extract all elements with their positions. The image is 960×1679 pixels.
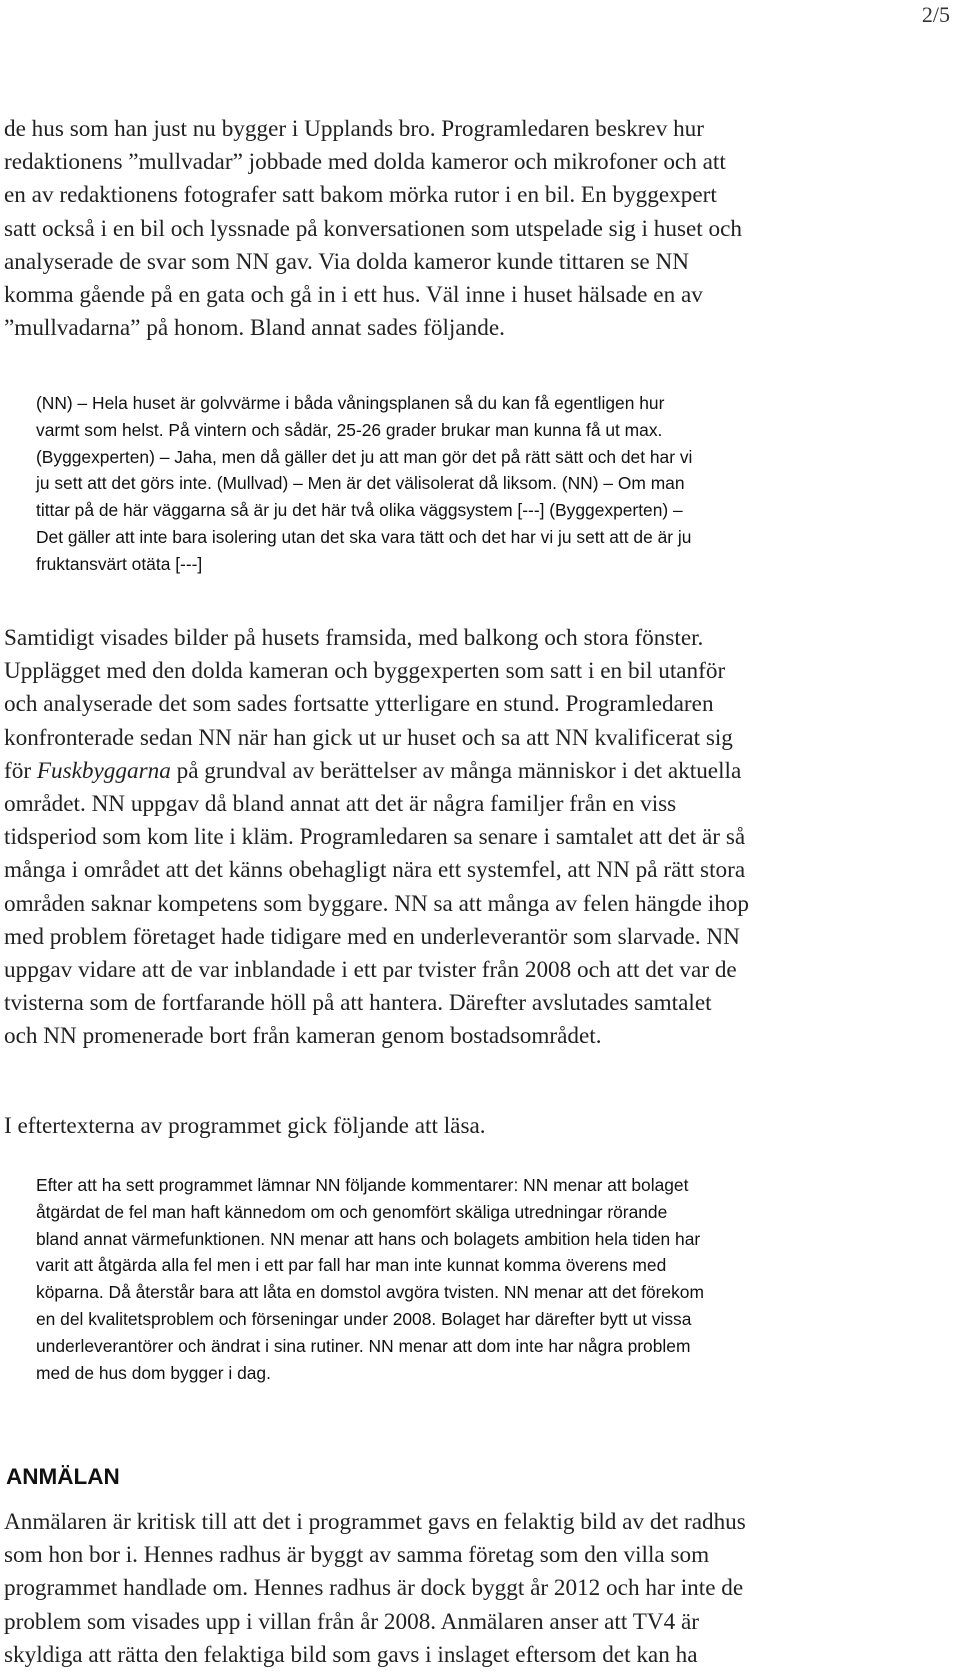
text-line: komma gående på en gata och gå in i ett hus. Väl inne i huset hälsade en av	[4, 282, 703, 309]
program-title: Fuskbyggarna	[36, 757, 171, 784]
text-line: många i området att det känns obehagligt nära ett systemfel, att NN på rätt stora	[4, 857, 746, 884]
text-line: en av redaktionens fotografer satt bakom mörka rutor i en bil. En byggexpert	[4, 182, 717, 209]
quote-line: fruktansvärt otäta [---]	[36, 553, 203, 574]
text-line: de hus som han just nu bygger i Upplands bro. Programledaren beskrev hur	[4, 116, 704, 142]
text-line: ”mullvadarna” på honom. Bland annat sades följande.	[4, 315, 505, 342]
section-heading: ANMÄLAN	[6, 1464, 120, 1489]
text-line: problem som visades upp i villan från år 2008. Anmälaren anser att TV4 är	[4, 1608, 700, 1635]
quote-line: underleverantörer och ändrat i sina rutiner. NN menar att dom inte har några problem	[36, 1335, 691, 1356]
text-line	[4, 755, 864, 788]
text-line: Anmälaren är kritisk till att det i programmet gavs en felaktig bild av det radhus	[4, 1509, 746, 1535]
text-line: skyldiga att rätta den felaktiga bild som gavs i inslaget eftersom det kan ha	[4, 1641, 698, 1668]
quote-line: Efter att ha sett programmet lämnar NN följande kommentarer: NN menar att bolaget	[36, 1175, 689, 1195]
text-line: tidsperiod som kom lite i kläm. Programledaren sa senare i samtalet att det är så	[4, 824, 746, 851]
text-line: I eftertexterna av programmet gick följande att läsa.	[4, 1113, 486, 1139]
text-line: området. NN uppgav då bland annat att det är några familjer från en viss	[4, 791, 677, 818]
quote-line: åtgärdat de fel man haft kännedom om och genomfört skäliga utredningar rörande	[36, 1201, 668, 1222]
quote-line: med de hus dom bygger i dag.	[36, 1362, 271, 1383]
quote-line: tittar på de här väggarna så är ju det här två olika väggsystem [---] (Byggexperten) –	[36, 500, 683, 521]
text-line: som hon bor i. Hennes radhus är byggt av samma företag som den villa som	[4, 1542, 710, 1569]
text-line: uppgav vidare att de var inblandade i ett par tvister från 2008 och att det var de	[4, 957, 737, 984]
quote-line: en del kvalitetsproblem och förseningar under 2008. Bolaget har därefter bytt ut vissa	[36, 1308, 692, 1329]
quote-dialogue	[36, 390, 836, 578]
text-line: programmet handlade om. Hennes radhus är dock byggt år 2012 och har inte de	[4, 1575, 744, 1602]
text-line: Upplägget med den dolda kameran och byggexperten som satt i en bil utanför	[4, 658, 726, 685]
quote-line: (Byggexperten) – Jaha, men då gäller det ju att man gör det på rätt sätt och det har vi	[36, 446, 693, 467]
text-line: satt också i en bil och lyssnade på konversationen som utspelade sig i huset och	[4, 215, 742, 242]
text-fragment: på grundval av berättelser av många människor i det aktuella	[170, 757, 742, 784]
text-line: konfronterade sedan NN när han gick ut ur huset och sa att NN kvalificerat sig	[4, 724, 733, 751]
text-line: med problem företaget hade tidigare med en underleverantör som slarvade. NN	[4, 923, 740, 950]
quote-line: varit att åtgärda alla fel men i ett par fall har man inte kunnat komma överens med	[36, 1255, 667, 1276]
paragraph-description	[4, 622, 864, 1054]
text-line: och NN promenerade bort från kameran genom bostadsområdet.	[4, 1023, 602, 1050]
paragraph-intro	[4, 113, 864, 345]
quote-line: Det gäller att inte bara isolering utan det ska vara tätt och det har vi ju sett att de är ju	[36, 526, 692, 547]
quote-line: varmt som helst. På vintern och sådär, 25-26 grader brukar man kunna få ut max.	[36, 419, 663, 440]
quote-line: (NN) – Hela huset är golvvärme i båda våningsplanen så du kan få egentligen hur	[36, 393, 665, 413]
paragraph-credits-intro	[4, 1110, 864, 1143]
text-line: Samtidigt visades bilder på husets framsida, med balkong och stora fönster.	[4, 625, 704, 651]
paragraph-complaint	[4, 1506, 864, 1672]
page-number: 2/5	[921, 2, 950, 27]
text-line: tvisterna som de fortfarande höll på att hantera. Därefter avslutades samtalet	[4, 990, 712, 1017]
text-line: redaktionens ”mullvadar” jobbade med dolda kameror och mikrofoner och att	[4, 149, 726, 176]
quote-line: bland annat värmefunktionen. NN menar att hans och bolagets ambition hela tiden har	[36, 1228, 701, 1249]
quote-line: ju sett att det görs inte. (Mullvad) – Men är det välisolerat då liksom. (NN) – Om man	[36, 473, 685, 494]
text-line: analyserade de svar som NN gav. Via dolda kameror kunde tittaren se NN	[4, 248, 689, 275]
quote-line: köparna. Då återstår bara att låta en domstol avgöra tvisten. NN menar att det förekom	[36, 1282, 704, 1303]
quote-credits	[36, 1172, 836, 1386]
text-line: områden saknar kompetens som byggare. NN sa att många av felen hängde ihop	[4, 890, 749, 917]
text-line: och analyserade det som sades fortsatte ytterligare en stund. Programledaren	[4, 691, 714, 718]
text-fragment: för	[4, 757, 37, 784]
